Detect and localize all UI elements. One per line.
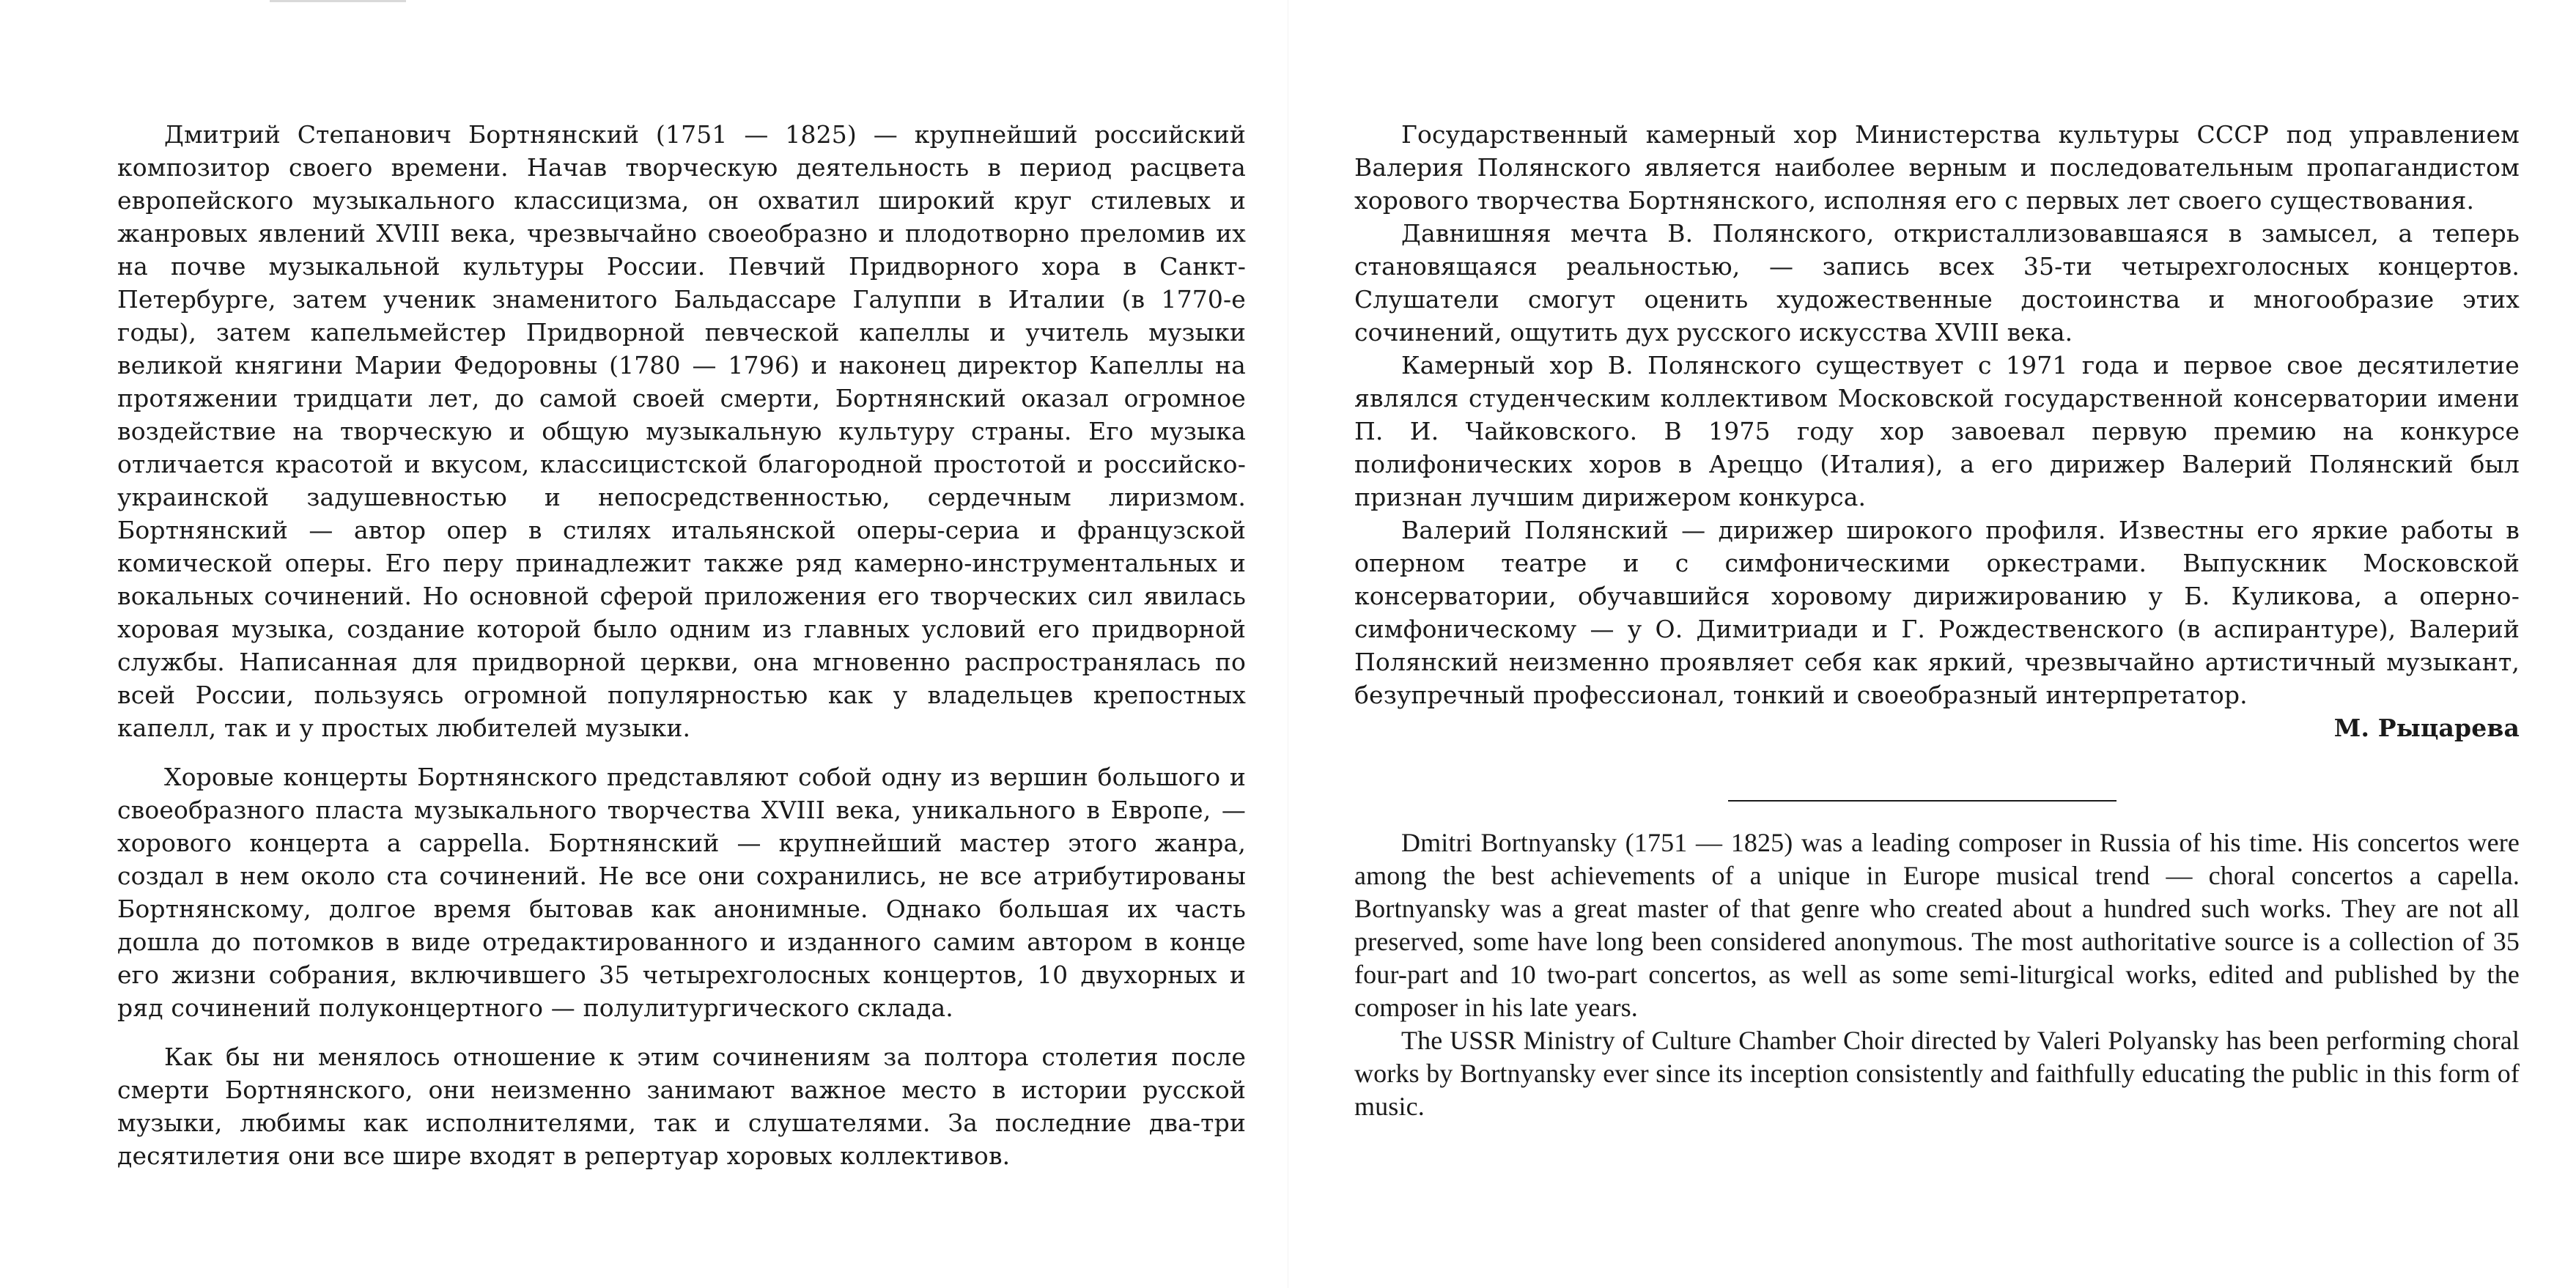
left-page-text-column xyxy=(117,118,1246,1172)
section-separator-rule xyxy=(1728,800,2116,802)
right-page xyxy=(1288,0,2576,1288)
bortnyansky-biography-paragraph: Дмитрий Степанович Бортнянский (1751 — 1825) — крупнейший российский композитор своего времени. Начав творческую деятельность в период расцвета европейского музыкального классицизма, он охватил широкий круг стилевых и жанровых явлений XVIII века, чрезвычайно своеобразно и плодотворно преломив их на почве музыкальной культуры России. Певчий Придворного хора в Санкт-Петербурге, затем ученик знаменитого Бальдассаре Галуппи в Италии (в 1770-е годы), затем капельмейстер Придворной певческой капеллы и учитель музыки великой княгини Марии Федоровны (1780 — 1796) и наконец директор Капеллы на протяжении тридцати лет, до самой своей смерти, Бортнянский оказал огромное воздействие на творческую и общую музыкальную культуру страны. Его музыка отличается красотой и вкусом, классицистской благородной простотой и российско-украинской задушевностью и непосредственностью, сердечным лиризмом. Бортнянский — автор опер в стилях итальянской оперы-сериа и французской комической оперы. Его перу принадлежит также ряд камерно-инструментальных и вокальных сочинений. Но основной сферой приложения его творческих сил явилась хоровая музыка, создание которой было одним из главных условий его придворной службы. Написанная для придворной церкви, она мгновенно распространялась по всей России, пользуясь огромной популярностью как у владельцев крепостных капелл, так и у простых любителей музыки. xyxy=(117,120,1246,742)
choir-intro-paragraph: Государственный камерный хор Министерства культуры СССР под управлением Валерия Полянского является наиболее верным и последовательным пропагандистом хорового творчества Бортнянского, исполняя его с первых лет своего существования. xyxy=(1354,120,2520,215)
right-page-russian-column xyxy=(1354,118,2520,744)
choral-concertos-paragraph: Хоровые концерты Бортнянского представляют собой одну из вершин большого и своеобразного пласта музыкального творчества XVIII века, уникального в Европе, — хорового концерта а cappella. Бортнянский — крупнейший мастер этого жанра, создал в нем около ста сочинений. Не все они сохранились, не все атрибутированы Бортнянскому, долгое время бытовав как анонимные. Однако большая их часть дошла до потомков в виде отредактированного и изданного самим автором в конце его жизни собрания, включившего 35 четырехголосных концертов, 10 двухорных и ряд сочинений полуконцертного — полулитургического склада. xyxy=(117,763,1246,1022)
author-signature: М. Рыцарева xyxy=(2333,714,2520,742)
conductor-profile-paragraph: Валерий Полянский — дирижер широкого профиля. Известны его яркие работы в оперном театре и с симфоническими оркестрами. Выпускник Московской консерватории, обучавшийся хоровому дирижированию у Б. Куликова, а оперно-симфоническому — у О. Димитриади и Г. Рождественского (в аспирантуре), Валерий Полянский неизменно проявляет себя как яркий, чрезвычайно артистичный музыкант, безупречный профессионал, тонкий и своеобразный интерпретатор. xyxy=(1354,516,2520,709)
right-page-english-column xyxy=(1354,826,2520,1123)
choir-history-paragraph: Камерный хор В. Полянского существует с 1971 года и первое свое десятилетие являлся студенческим коллективом Московской государственной консерватории имени П. И. Чайковского. В 1975 году хор завоевал первую премию на конкурсе полифонических хоров в Ареццо (Италия), а его дирижер Валерий Полянский был признан лучшим дирижером конкурса. xyxy=(1354,351,2520,511)
legacy-paragraph: Как бы ни менялось отношение к этим сочинениям за полтора столетия после смерти Бортнянского, они неизменно занимают важное место в истории русской музыки, любимы как исполнителями, так и слушателями. За последние два-три десятилетия они все шире входят в репертуар хоровых коллективов. xyxy=(117,1043,1246,1170)
english-bortnyansky-paragraph: Dmitri Bortnyansky (1751 — 1825) was a leading composer in Russia of his time. His concertos were among the best achievements of a unique in Europe musical trend — choral concertos a capella. Bortnyansky was a great master of that genre who created about a hundred such works. They are not all preserved, some have long been considered anonymous. The most authoritative source is a collection of 35 four-part and 10 two-part concertos, as well as some semi-liturgical works, edited and published by the composer in his late years. xyxy=(1354,828,2520,1022)
recording-project-paragraph: Давнишняя мечта В. Полянского, откристаллизовавшаяся в замысел, а теперь становящаяся реальностью, — запись всех 35-ти четырехголосных концертов. Слушатели смогут оценить художественные достоинства и многообразие этих сочинений, ощутить дух русского искусства XVIII века. xyxy=(1354,219,2520,347)
english-choir-paragraph: The USSR Ministry of Culture Chamber Choir directed by Valeri Polyansky has been performing choral works by Bortnyansky ever since its inception consistently and faithfully educating the public in this form of music. xyxy=(1354,1026,2520,1121)
